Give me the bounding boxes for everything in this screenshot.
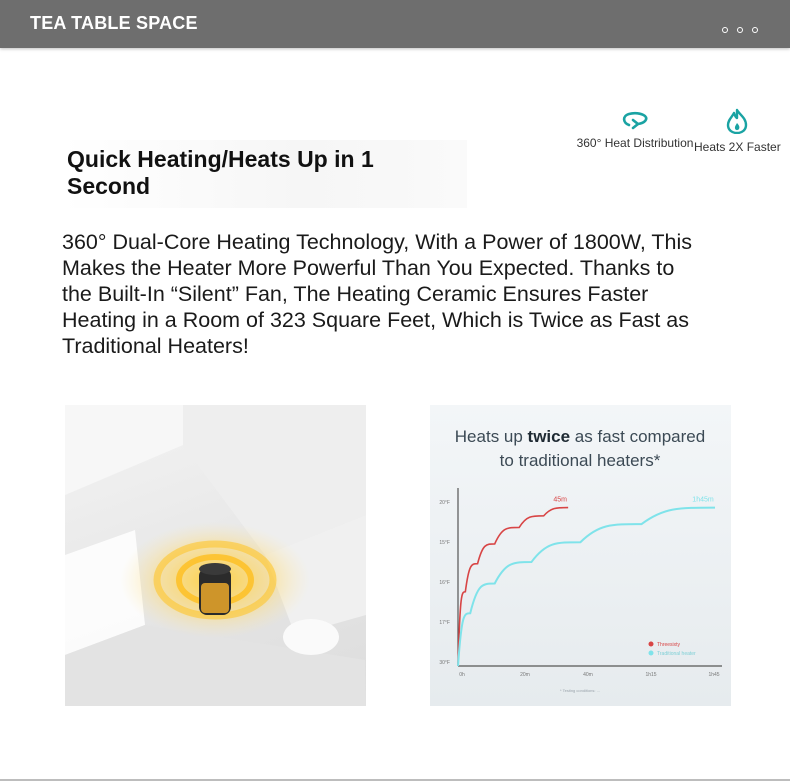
x-tick-label: 1h15 <box>645 672 657 678</box>
chart-title-line2: to traditional heaters* <box>499 451 661 470</box>
legend-label: Threesixty <box>657 642 681 648</box>
dot <box>737 27 743 33</box>
more-options-icon[interactable] <box>722 27 758 33</box>
legend-label: Traditional heater <box>657 651 696 657</box>
rotate-arrow-icon <box>621 108 649 130</box>
chart-title: Heats up twice as fast compared <box>454 427 706 446</box>
description: 360° Dual-Core Heating Technology, With a Power of 1800W, This Makes the Heater More Powerful Than You Expected. Thanks to the Built-In “Silent” Fan, The Heating Ceramic Ensures Faster Heating in a Room of 323 Square Feet, Which is Twice as Fast as Traditional Heaters! <box>62 230 693 358</box>
top-bar <box>0 0 790 48</box>
y-tick-label: 16°F <box>439 580 450 586</box>
series-end-label: 1h45m <box>692 496 714 504</box>
x-tick-label: 20m <box>520 672 530 678</box>
y-tick-label: 15°F <box>439 540 450 546</box>
feature-label: Heats 2X Faster <box>694 140 781 154</box>
x-tick-label: 1h45 <box>708 672 720 678</box>
y-tick-label: 30°F <box>439 660 450 666</box>
headline: Quick Heating/Heats Up in 1 Second <box>67 146 374 199</box>
comparison-chart <box>430 405 731 706</box>
feature-heats-faster <box>694 108 780 154</box>
flame-icon <box>725 108 749 134</box>
x-tick-label: 0h <box>459 672 465 678</box>
x-tick-label: 40m <box>583 672 593 678</box>
feature-label: 360° Heat Distribution <box>576 136 694 150</box>
y-tick-label: 17°F <box>439 620 450 626</box>
chart-footnote: * Testing conditions: ... <box>560 688 600 693</box>
headline-box <box>62 140 467 208</box>
legend-swatch-traditional <box>649 651 654 656</box>
dot <box>722 27 728 33</box>
feature-360-heat <box>576 108 694 150</box>
chart-svg <box>430 405 731 706</box>
product-photo <box>65 405 366 706</box>
y-tick-label: 20°F <box>439 500 450 506</box>
series-end-label: 45m <box>553 496 567 504</box>
room-heater-illustration <box>65 405 366 706</box>
series-line-threesixty <box>458 508 568 666</box>
legend-swatch-threesixty <box>649 642 654 647</box>
page-title: TEA TABLE SPACE <box>30 13 198 33</box>
dot <box>752 27 758 33</box>
